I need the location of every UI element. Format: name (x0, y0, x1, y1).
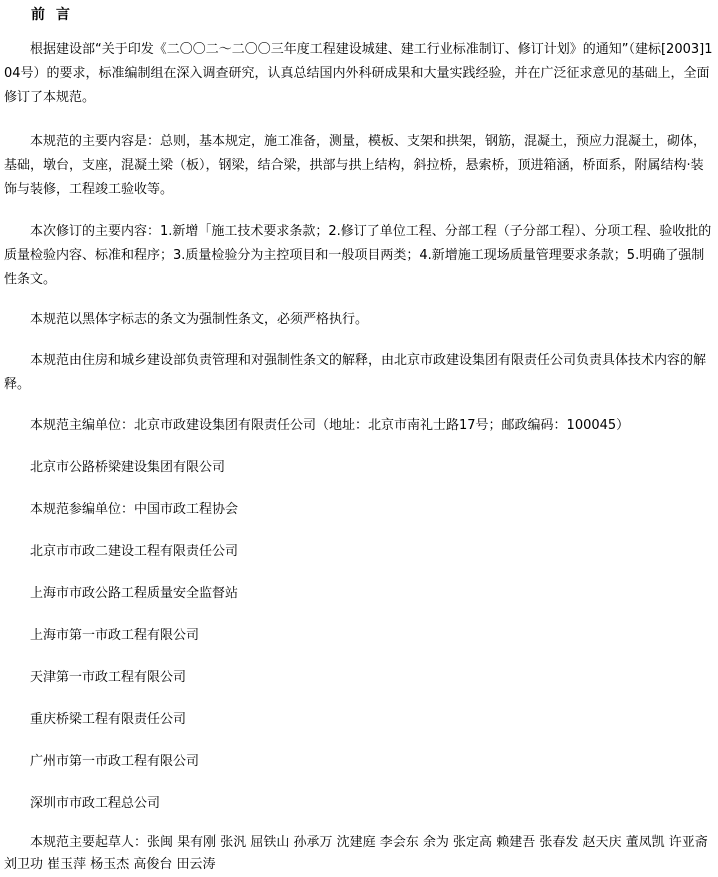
participating-unit: 重庆桥梁工程有限责任公司 (30, 712, 187, 727)
chief-unit-line: 本规范主编单位：北京市政建设集团有限责任公司（地址：北京市南礼士路17号；邮政编码：100045） (30, 418, 630, 433)
paragraph-interpretation: 本规范由住房和城乡建设部负责管理和对强制性条文的解释，由北京市政建设集团有限责任公司负责具体技术内容的解释。 (4, 353, 707, 392)
paragraph-revision: 本次修订的主要内容：1.新增「施工技术要求条款；2.修订了单位工程、分部工程（子分部工程）、分项工程、验收批的质量检验内容、标准和程序；3.质量检验分为主控项目和一般项目两类；4.新增施工现场质量管理要求条款；5.明确了强制性条文。 (4, 224, 712, 287)
participating-unit: 北京市市政二建设工程有限责任公司 (30, 544, 239, 559)
preface-heading: 前 言 (31, 7, 73, 23)
participating-units-label: 本规范参编单位：中国市政工程协会 (30, 502, 239, 517)
participating-unit: 广州市第一市政工程有限公司 (30, 754, 200, 769)
paragraph-basis: 根据建设部“关于印发《二〇〇二～二〇〇三年度工程建设城建、建工行业标准制订、修订计划》的通知”（建标[2003]104号）的要求，标准编制组在深入调查研究，认真总结国内外科研成果和大量实践经验，并在广泛征求意见的基础上，全面修订了本规范。 (4, 42, 713, 105)
paragraph-main-content: 本规范的主要内容是：总则，基本规定，施工准备，测量，模板、支架和拱架，钢筋，混凝土，预应力混凝土，砌体，基础，墩台，支座，混凝土梁（板），钢梁，结合梁，拱部与拱上结构，斜拉桥，悬索桥，顶进箱涵，桥面系，附属结构·装饰与装修，工程竣工验收等。 (4, 134, 707, 197)
paragraph-mandatory: 本规范以黑体字标志的条文为强制性条文，必须严格执行。 (30, 312, 369, 327)
participating-unit: 上海市第一市政工程有限公司 (30, 628, 200, 643)
participating-unit: 天津第一市政工程有限公司 (30, 670, 187, 685)
co-chief-unit-line: 北京市公路桥梁建设集团有限公司 (30, 460, 226, 475)
participating-unit: 上海市市政公路工程质量安全监督站 (30, 586, 239, 601)
participating-unit: 深圳市市政工程总公司 (30, 796, 161, 811)
drafters-paragraph: 本规范主要起草人：张闽 果有刚 张汎 屈铁山 孙承万 沈建庭 李会东 余为 张定高 赖建吾 张春发 赵天庆 董凤凯 许亚斋 刘卫功 崔玉萍 杨玉杰 高俊台 田云涛 (4, 835, 708, 872)
